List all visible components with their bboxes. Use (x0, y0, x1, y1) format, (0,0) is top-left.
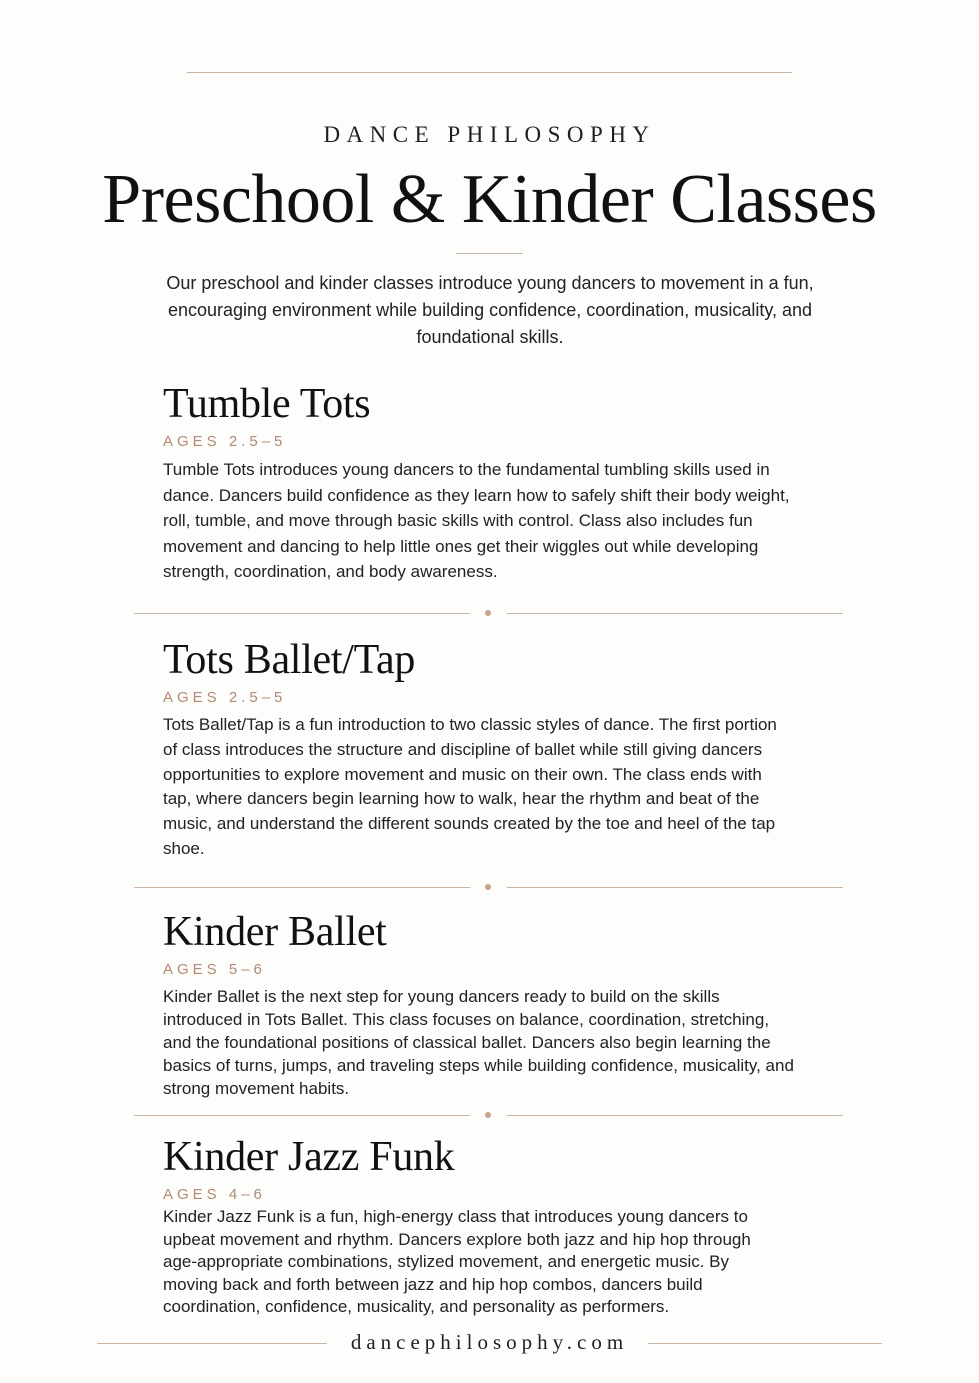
class-ages: AGES 4–6 (163, 1186, 266, 1203)
website-url[interactable]: dancephilosophy.com (350, 1330, 629, 1354)
class-description: Tots Ballet/Tap is a fun introduction to two classic styles of dance. The first portion of class introduces the structure and discipline of ballet while still giving dancers opportunities to explore movement and music on their own. The class ends with tap, where dancers begin learning how to walk, hear the rhythm and beat of the music, and understand the different sounds created by the toe and heel of the tap shoe. (163, 715, 777, 858)
section-divider (134, 1112, 843, 1118)
divider-dot (485, 884, 491, 890)
brand-name: DANCE PHILOSOPHY (323, 122, 656, 147)
divider-line-left (134, 887, 470, 888)
class-section-kinder-ballet (163, 909, 843, 1100)
class-ages: AGES 2.5–5 (163, 689, 287, 706)
class-section-kinder-jazz-funk (163, 1134, 843, 1319)
divider-line-left (134, 613, 470, 614)
class-description: Kinder Ballet is the next step for young dancers ready to build on the skills introduced in Tots Ballet. This class focuses on balance, coordination, stretching, and the foundational positions of classical ballet. Dancers also begin learning the basics of turns, jumps, and traveling steps while building confidence, musicality, and strong movement habits. (163, 987, 794, 1098)
class-name: Kinder Ballet (163, 909, 387, 955)
class-description: Tumble Tots introduces young dancers to the fundamental tumbling skills used in dance. Dancers build confidence as they learn how to safely shift their body weight, roll, tumble, and move through basic skills with control. Class also includes fun movement and dancing to help little ones get their wiggles out while developing strength, coordination, and body awareness. (163, 460, 790, 581)
class-ages: AGES 2.5–5 (163, 433, 287, 450)
class-section-tots-ballet-tap (163, 637, 843, 862)
class-name: Kinder Jazz Funk (163, 1134, 455, 1180)
footer-rule-right (648, 1343, 882, 1344)
section-divider (134, 884, 843, 890)
class-description: Kinder Jazz Funk is a fun, high-energy class that introduces young dancers to upbeat movement and rhythm. Dancers explore both jazz and hip hop through age-appropriate combinations, stylized movement, and energetic music. By moving back and forth between jazz and hip hop combos, dancers build coordination, confidence, musicality, and personality as performers. (163, 1207, 751, 1316)
class-ages: AGES 5–6 (163, 961, 266, 978)
title-underline (456, 253, 523, 254)
class-section-tumble-tots (163, 381, 843, 585)
divider-dot (485, 610, 491, 616)
divider-line-right (507, 613, 843, 614)
divider-dot (485, 1112, 491, 1118)
class-name: Tots Ballet/Tap (163, 637, 416, 683)
intro-paragraph: Our preschool and kinder classes introduce young dancers to movement in a fun, encouraging environment while building confidence, coordination, musicality, and foundational skills. (166, 273, 814, 347)
section-divider (134, 610, 843, 616)
divider-line-left (134, 1115, 470, 1116)
divider-line-right (507, 1115, 843, 1116)
page-title: Preschool & Kinder Classes (102, 161, 877, 238)
divider-line-right (507, 887, 843, 888)
class-name: Tumble Tots (163, 381, 371, 427)
top-rule (187, 72, 792, 73)
